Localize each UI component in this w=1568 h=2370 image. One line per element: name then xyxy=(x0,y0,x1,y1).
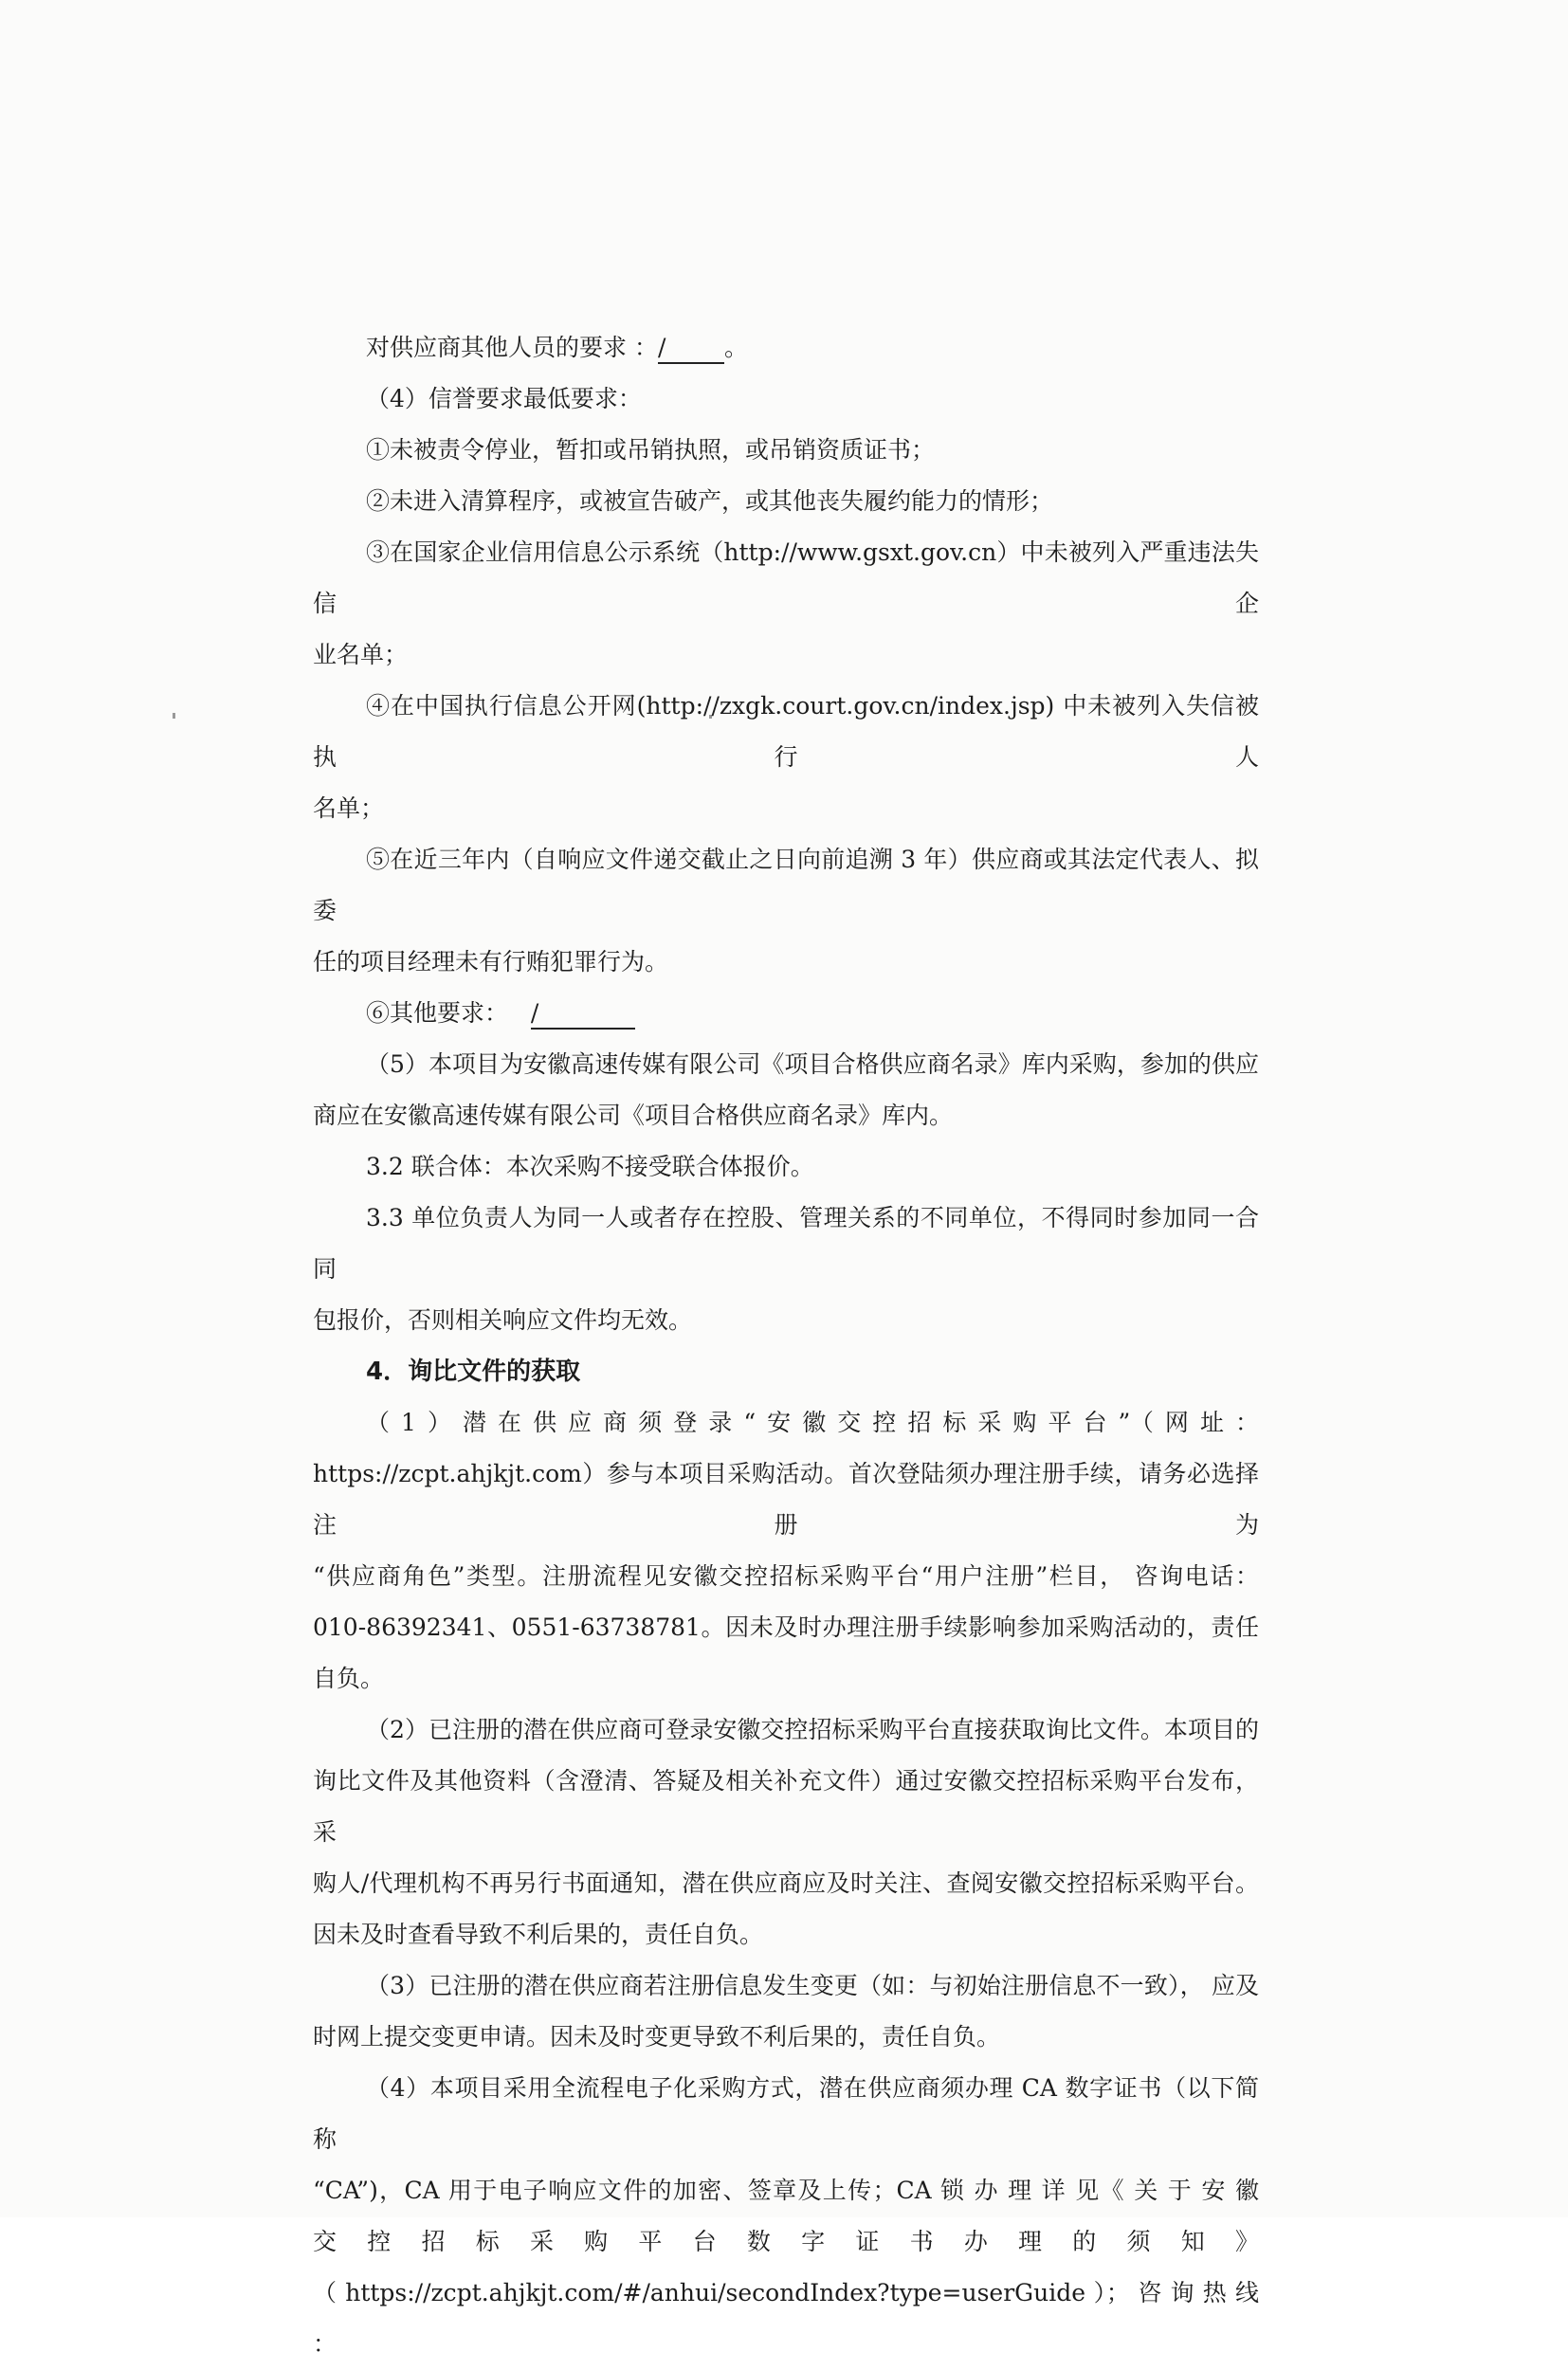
para-1-line-1: （1）潜在供应商须登录“安徽交控招标采购平台”（网址： xyxy=(366,1409,1259,1436)
credit-item-3-line-2: 业名单； xyxy=(313,641,409,668)
para-1-line-3: “供应商角色”类型。注册流程见安徽交控招标采购平台“用户注册”栏目， 咨询电话： xyxy=(313,1562,1259,1590)
credit-item-4-line-1: ④在中国执行信息公开网(http://zxgk.court.gov.cn/index.jsp) 中未被列入失信被执行人 xyxy=(313,692,1259,771)
credit-item-6-label: ⑥其他要求： xyxy=(366,999,509,1027)
para-4-line-4: （ https://zcpt.ahjkjt.com/#/anhui/secondIndex?type=userGuide ）； 咨 询 热 线 ： xyxy=(313,2279,1259,2358)
section-3-3-line-1: 3.3 单位负责人为同一人或者存在控股、管理关系的不同单位，不得同时参加同一合同 xyxy=(313,1204,1259,1283)
other-staff-requirement xyxy=(313,322,1259,374)
other-staff-label: 对供应商其他人员的要求 ： xyxy=(366,334,658,361)
credit-item-6-blank: / xyxy=(531,999,635,1030)
credit-item-3-line-1: ③在国家企业信用信息公示系统（http://www.gsxt.gov.cn）中未被列入严重违法失信企 xyxy=(313,538,1259,617)
para-2-line-2: 询比文件及其他资料（含澄清、答疑及相关补充文件）通过安徽交控招标采购平台发布，采 xyxy=(313,1767,1259,1846)
credit-requirements-title: （4）信誉要求最低要求： xyxy=(366,385,642,412)
section-3-3-line-2: 包报价，否则相关响应文件均无效。 xyxy=(313,1306,693,1334)
para-2-line-3: 购人/代理机构不再另行书面通知，潜在供应商应及时关注、查阅安徽交控招标采购平台。 xyxy=(313,1869,1259,1897)
other-staff-blank: / xyxy=(658,334,724,364)
credit-item-5-line-2: 任的项目经理未有行贿犯罪行为。 xyxy=(313,948,669,975)
credit-item-6 xyxy=(313,988,1259,1039)
other-staff-suffix: 。 xyxy=(723,334,748,361)
para-4-line-3: 交 控 招 标 采 购 平 台 数 字 证 书 办 理 的 须 知 》 xyxy=(313,2228,1259,2255)
item-5-line-1: （5）本项目为安徽高速传媒有限公司《项目合格供应商名录》库内采购，参加的供应 xyxy=(366,1050,1259,1078)
item-5-line-2: 商应在安徽高速传媒有限公司《项目合格供应商名录》库内。 xyxy=(313,1102,954,1129)
section-3-2: 3.2 联合体：本次采购不接受联合体报价。 xyxy=(366,1153,814,1180)
para-3-line-2: 时网上提交变更申请。因未及时变更导致不利后果的，责任自负。 xyxy=(313,2023,1001,2051)
para-2-line-1: （2）已注册的潜在供应商可登录安徽交控招标采购平台直接获取询比文件。本项目的 xyxy=(366,1716,1259,1743)
document-body xyxy=(313,322,1259,2370)
para-4-line-2: “CA”)，CA 用于电子响应文件的加密、签章及上传；CA 锁 办 理 详 见《 关 于 安 徽 xyxy=(313,2177,1259,2204)
para-1-line-2: https://zcpt.ahjkjt.com）参与本项目采购活动。首次登陆须办理注册手续，请务必选择注册为 xyxy=(313,1460,1259,1539)
credit-item-4-line-2: 名单； xyxy=(313,794,385,822)
scan-speck xyxy=(173,713,175,719)
para-4-line-1: （4）本项目采用全流程电子化采购方式，潜在供应商须办理 CA 数字证书（以下简称 xyxy=(313,2074,1259,2153)
para-1-line-4: 010-86392341、0551-63738781。因未及时办理注册手续影响参加采购活动的，责任自负。 xyxy=(313,1613,1259,1692)
para-3-line-1: （3）已注册的潜在供应商若注册信息发生变更（如：与初始注册信息不一致）， 应及 xyxy=(366,1972,1259,1999)
para-2-line-4: 因未及时查看导致不利后果的，责任自负。 xyxy=(313,1921,764,1948)
section-4-heading: 4．询比文件的获取 xyxy=(366,1358,581,1386)
credit-item-5-line-1: ⑤在近三年内（自响应文件递交截止之日向前追溯 3 年）供应商或其法定代表人、拟委 xyxy=(313,846,1259,924)
credit-item-1: ①未被责令停业，暂扣或吊销执照，或吊销资质证书； xyxy=(366,436,936,464)
credit-item-2: ②未进入清算程序，或被宣告破产，或其他丧失履约能力的情形； xyxy=(366,487,1054,515)
